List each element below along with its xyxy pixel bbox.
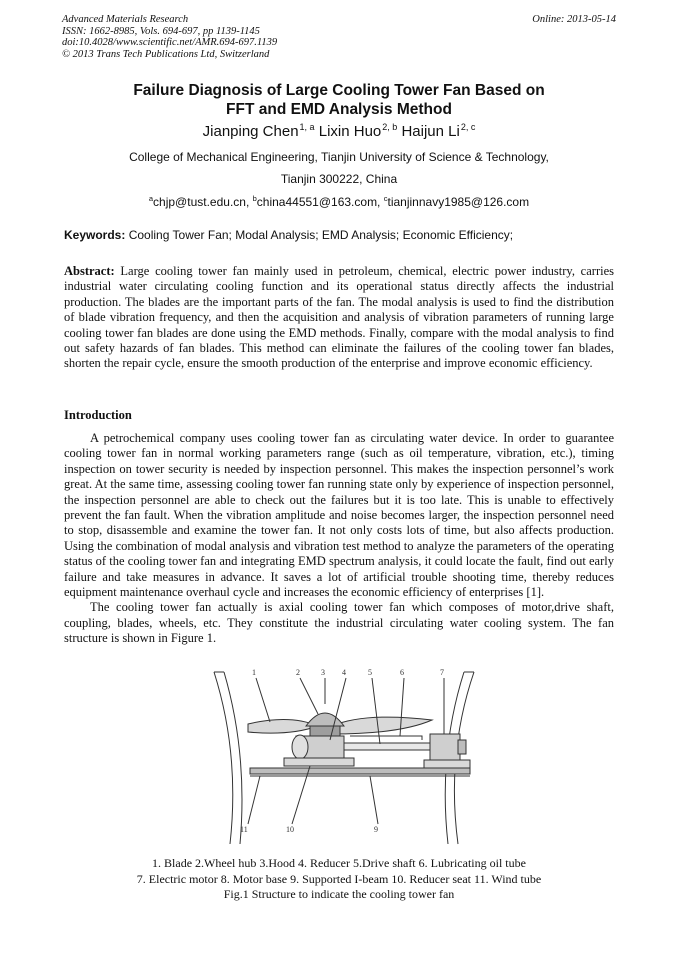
figure-label-9: 9 xyxy=(374,825,378,834)
abstract-text: Large cooling tower fan mainly used in petroleum, chemical, electric power industry, carries industrial water circulating cooling function and its operational status directly affects the industrial production. The blades are the important parts of the fan. The modal analysis is used to find the distribution of blade vibration frequency, and then the acquisition and analysis of vibration parameters of running large cooling tower fan blades are done using the EMD methods. Finally, compare with the modal analysis to find out safety hazards of fan blades. This method can eliminate the failures of the cooling tower fan blades, shorten the repair cycle, ensure the smooth production of the enterprise and improve economic efficiency. xyxy=(64,264,614,371)
oil-tube xyxy=(350,736,422,740)
author-list xyxy=(0,122,678,140)
email-address[interactable]: tianjinnavy1985@126.com xyxy=(387,195,530,209)
figure-label-10: 10 xyxy=(286,825,294,834)
affiliation-line-2: Tianjin 300222, China xyxy=(280,172,398,186)
introduction-paragraph-2: The cooling tower fan actually is axial cooling tower fan which composes of motor,drive shaft, coupling, blades, wheels, etc. They constitute the industrial circulating water cooling system. The fan structure is shown in Figure 1. xyxy=(64,600,614,646)
author-name: Haijun Li xyxy=(401,123,460,140)
keywords xyxy=(64,228,513,242)
wheel-hub xyxy=(310,726,340,736)
affiliation-line-1: College of Mechanical Engineering, Tianjin University of Science & Technology, xyxy=(129,150,549,164)
support-i-beam xyxy=(250,768,470,774)
abstract xyxy=(64,264,614,372)
figure-label-1: 1 xyxy=(252,668,256,677)
figure-label-6: 6 xyxy=(400,668,404,677)
figure-caption-line-1: 1. Blade 2.Wheel hub 3.Hood 4. Reducer 5.Drive shaft 6. Lubricating oil tube xyxy=(152,856,526,870)
abstract-label: Abstract: xyxy=(64,264,115,278)
figure-caption-title: Fig.1 Structure to indicate the cooling tower fan xyxy=(223,887,455,901)
wind-tube-left-inner xyxy=(224,672,242,844)
figure-label-7: 7 xyxy=(440,668,444,677)
email-address[interactable]: chjp@tust.edu.cn, xyxy=(153,195,250,209)
email-superscript: b xyxy=(252,194,257,203)
drive-shaft xyxy=(344,743,430,750)
wind-tube-left-wall xyxy=(214,672,233,844)
email-line xyxy=(0,194,678,209)
section-heading-introduction: Introduction xyxy=(64,408,132,422)
blade-right xyxy=(332,717,432,734)
reducer-seat xyxy=(284,758,354,766)
author-superscript: 2, b xyxy=(382,122,398,132)
figure-label-11: 11 xyxy=(240,825,248,834)
author-name: Jianping Chen xyxy=(202,123,299,140)
author-superscript: 2, c xyxy=(460,122,476,132)
author-name: Lixin Huo xyxy=(318,123,382,140)
figure-label-2: 2 xyxy=(296,668,300,677)
motor-base xyxy=(424,760,470,768)
introduction-paragraph-1: A petrochemical company uses cooling tower fan as circulating water device. In order to guarantee cooling tower fan in normal working parameters range (such as oil temperature, vibration, etc.), timing inspection on tower security is needed by inspection personnel. This makes the inspection personnel’s work great. At the same time, assessing cooling tower fan running state only by experience of inspection personnel, the inspection personnel are able to check out the failures but it is too late. This is unable to effectively prevent the fan fault. When the vibration amplitude and noise becomes larger, the inspection personnel need to stop, disassemble and examine the tower fan. It not only costs lots of time, but also affects production. Using the combination of modal analysis and vibration test method to analyze the parameters of the operating status of the cooling tower fan and integrating EMD spectrum analysis, it could locate the fault, find out early failure and take measures in advance. It saves a lot of artificial trouble shooting time, thereby reduces equipment maintenance overhaul cycle and increases the economic efficiency of enterprises [1]. xyxy=(64,431,614,600)
copyright-line: © 2013 Trans Tech Publications Ltd, Switzerland xyxy=(62,48,270,60)
paper-title xyxy=(0,81,678,119)
running-header xyxy=(62,14,616,60)
title-line-1: Failure Diagnosis of Large Cooling Tower Fan Based on xyxy=(133,82,545,99)
figure-label-3: 3 xyxy=(321,668,325,677)
email-address[interactable]: china44551@163.com, xyxy=(256,195,381,209)
introduction-body xyxy=(64,431,614,647)
title-line-2: FFT and EMD Analysis Method xyxy=(226,101,452,118)
email-superscript: a xyxy=(148,194,154,203)
journal-name: Advanced Materials Research xyxy=(62,14,189,25)
figure-caption-line-2: 7. Electric motor 8. Motor base 9. Supported I-beam 10. Reducer seat 11. Wind tube xyxy=(136,872,542,886)
keywords-text: Cooling Tower Fan; Modal Analysis; EMD Analysis; Economic Efficiency; xyxy=(128,228,514,242)
online-date: Online: 2013-05-14 xyxy=(532,14,616,25)
author-superscript: 1, a xyxy=(299,122,315,132)
hood xyxy=(306,713,344,726)
figure-label-5: 5 xyxy=(368,668,372,677)
doi-line[interactable]: doi:10.4028/www.scientific.net/AMR.694-697.1139 xyxy=(62,37,278,48)
electric-motor xyxy=(430,734,460,760)
keywords-label: Keywords: xyxy=(64,228,126,242)
email-superscript: c xyxy=(383,194,388,203)
cooling-tower-fan-figure xyxy=(200,664,485,852)
figure-label-4: 4 xyxy=(342,668,346,677)
issn-line: ISSN: 1662-8985, Vols. 694-697, pp 1139-1145 xyxy=(62,25,260,37)
